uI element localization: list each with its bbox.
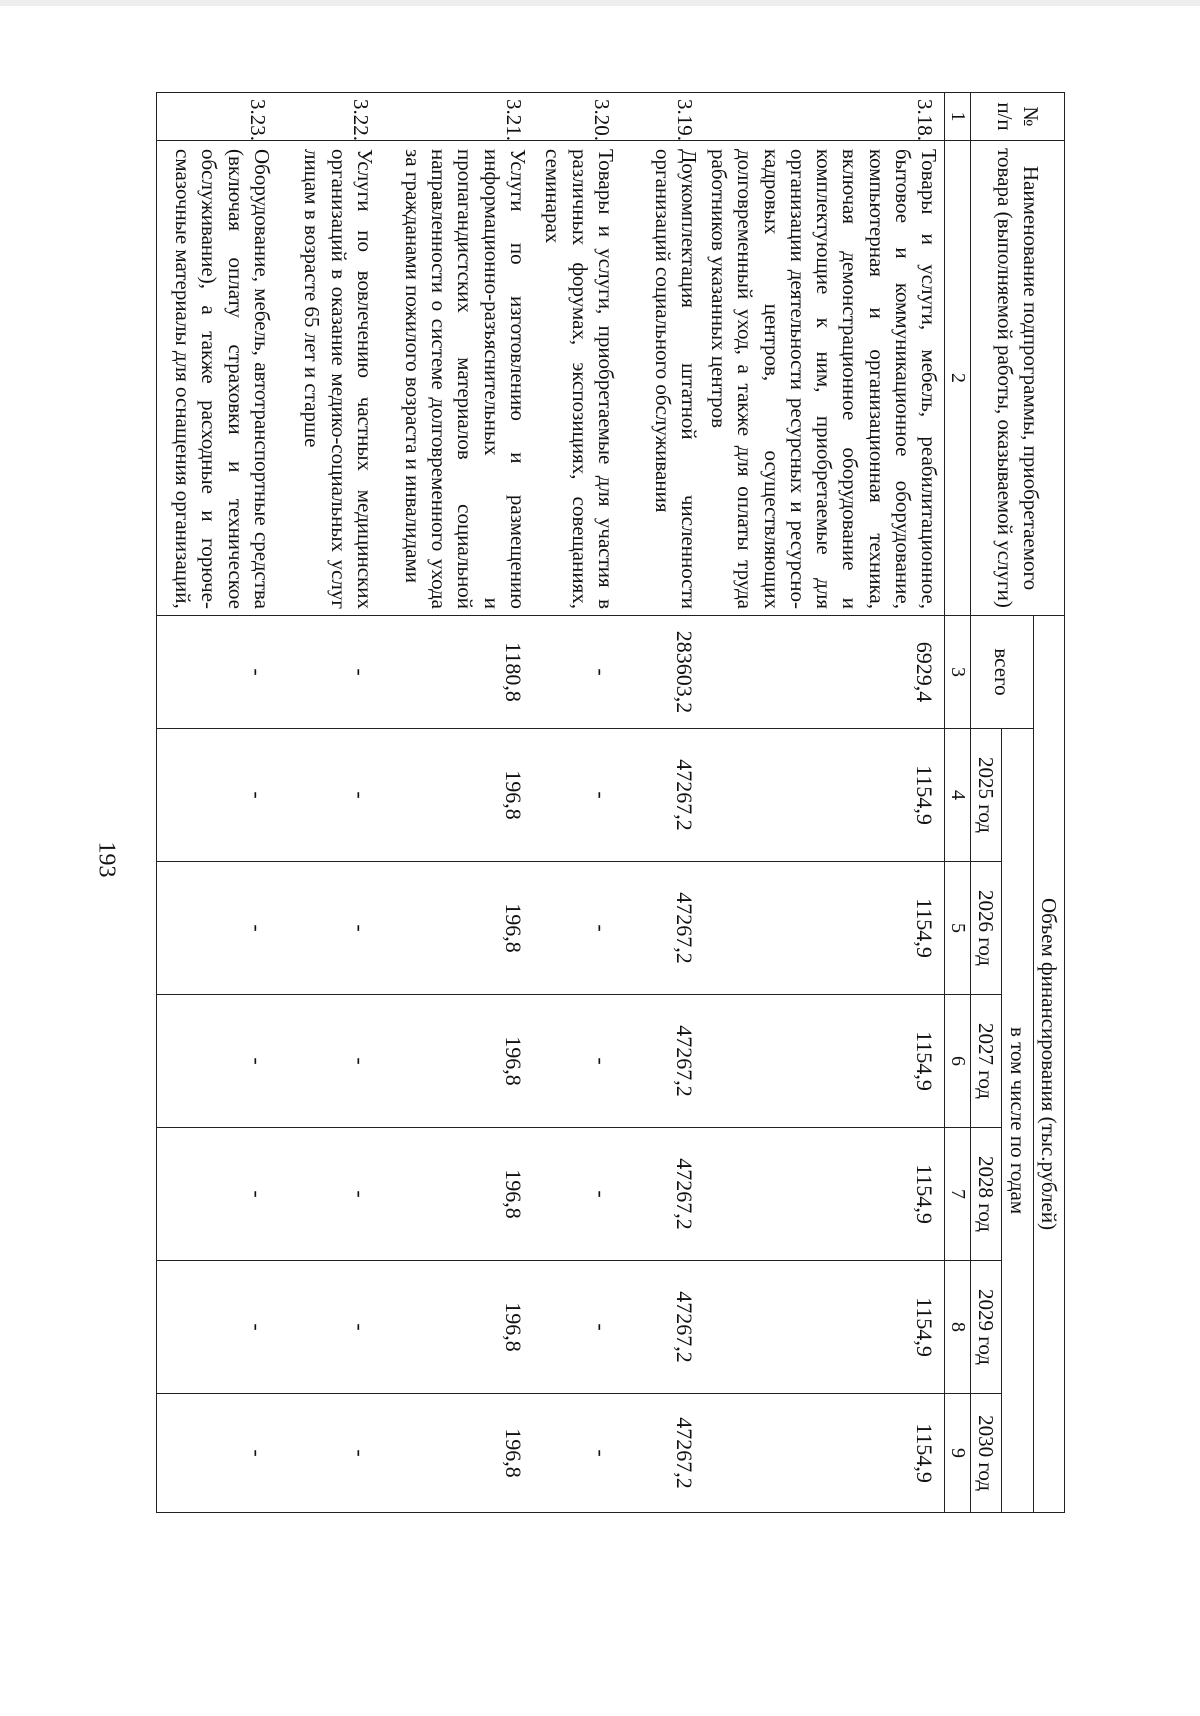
row-number: 3.20. xyxy=(533,93,621,141)
col-number-3: 3 xyxy=(945,616,971,729)
table-row xyxy=(380,93,533,1513)
row-2027: - xyxy=(277,995,380,1128)
row-name: Услуги по изготовлению и размещению информационно-разъяснительных и пропагандистских материалов социальной направленности о системе долговременного ухода за гражданами пожилого возраста и инвалидами xyxy=(380,141,533,616)
col-number-2: 2 xyxy=(945,141,971,616)
header-number: № п/п xyxy=(971,93,1065,141)
col-number-4: 4 xyxy=(945,729,971,862)
row-2026: 196,8 xyxy=(380,862,533,995)
header-by-years: в том числе по годам xyxy=(1002,729,1033,1513)
row-2025: 47267,2 xyxy=(621,729,704,862)
col-number-1: 1 xyxy=(945,93,971,141)
row-number: 3.23. xyxy=(157,93,278,141)
row-total: - xyxy=(157,616,278,729)
header-year-2028: 2028 год xyxy=(971,1128,1002,1261)
table-row xyxy=(533,93,621,1513)
col-number-5: 5 xyxy=(945,862,971,995)
row-2028: - xyxy=(157,1128,278,1261)
row-total: 283603,2 xyxy=(621,616,704,729)
row-2029: - xyxy=(157,1261,278,1394)
row-2029: 47267,2 xyxy=(621,1261,704,1394)
row-total: 6929,4 xyxy=(704,616,945,729)
row-2028: 47267,2 xyxy=(621,1128,704,1261)
table-row xyxy=(621,93,704,1513)
row-number: 3.21. xyxy=(380,93,533,141)
header-name: Наименование подпрограммы, приобретаемого товара (выполняемой работы, оказываемой услуги) xyxy=(971,141,1065,616)
row-2027: 47267,2 xyxy=(621,995,704,1128)
row-2030: 1154,9 xyxy=(704,1394,945,1513)
row-2029: 1154,9 xyxy=(704,1261,945,1394)
header-year-2025: 2025 год xyxy=(971,729,1002,862)
row-2025: - xyxy=(533,729,621,862)
col-number-6: 6 xyxy=(945,995,971,1128)
table-row xyxy=(157,93,278,1513)
row-number: 3.18. xyxy=(704,93,945,141)
page-number: 193 xyxy=(93,841,120,878)
row-2026: - xyxy=(277,862,380,995)
funding-table xyxy=(156,92,1065,1513)
col-number-8: 8 xyxy=(945,1261,971,1394)
row-name: Оборудование, мебель, автотранспортные средства (включая оплату страховки и техническое обслуживание), а также расходные и горюче-смазочные материалы для оснащения организаций, xyxy=(157,141,278,616)
header-year-2027: 2027 год xyxy=(971,995,1002,1128)
row-2027: 196,8 xyxy=(380,995,533,1128)
row-2027: - xyxy=(157,995,278,1128)
row-total: - xyxy=(277,616,380,729)
row-total: 1180,8 xyxy=(380,616,533,729)
header-year-2026: 2026 год xyxy=(971,862,1002,995)
row-name: Доукомплектация штатной численности организаций социального обслуживания xyxy=(621,141,704,616)
row-2026: 1154,9 xyxy=(704,862,945,995)
row-2028: - xyxy=(533,1128,621,1261)
row-2025: 1154,9 xyxy=(704,729,945,862)
row-2028: - xyxy=(277,1128,380,1261)
row-2025: 196,8 xyxy=(380,729,533,862)
row-2026: 47267,2 xyxy=(621,862,704,995)
row-2028: 196,8 xyxy=(380,1128,533,1261)
rotated-table-sheet xyxy=(0,92,1065,1491)
row-number: 3.22. xyxy=(277,93,380,141)
row-number: 3.19. xyxy=(621,93,704,141)
row-name: Товары и услуги, мебель, реабилитационное, бытовое и коммуникационное оборудование, компьютерная и организационная техника, включая демонстрационное оборудование и комплектующие к ним, приобретаемые для организации деятельности ресурсных и ресурсно-кадровых центров, осуществляющих долговременный уход, а также для оплаты труда работников указанных центров xyxy=(704,141,945,616)
row-2030: - xyxy=(533,1394,621,1513)
header-funding: Объем финансирования (тыс.рублей) xyxy=(1033,616,1064,1513)
row-2030: 47267,2 xyxy=(621,1394,704,1513)
row-2030: - xyxy=(157,1394,278,1513)
top-edge-shadow xyxy=(0,0,1200,6)
header-year-2029: 2029 год xyxy=(971,1261,1002,1394)
row-name: Услуги по вовлечению частных медицинских организаций в оказание медико-социальных услуг лицам в возрасте 65 лет и старше xyxy=(277,141,380,616)
row-2025: - xyxy=(157,729,278,862)
row-2025: - xyxy=(277,729,380,862)
row-name: Товары и услуги, приобретаемые для участия в различных форумах, экспозициях, совещаниях, семинарах xyxy=(533,141,621,616)
col-number-9: 9 xyxy=(945,1394,971,1513)
row-2030: - xyxy=(277,1394,380,1513)
table-row xyxy=(704,93,945,1513)
col-number-7: 7 xyxy=(945,1128,971,1261)
row-2029: - xyxy=(277,1261,380,1394)
row-total: - xyxy=(533,616,621,729)
row-2026: - xyxy=(157,862,278,995)
row-2027: 1154,9 xyxy=(704,995,945,1128)
row-2029: 196,8 xyxy=(380,1261,533,1394)
row-2028: 1154,9 xyxy=(704,1128,945,1261)
row-2030: 196,8 xyxy=(380,1394,533,1513)
row-2027: - xyxy=(533,995,621,1128)
row-2026: - xyxy=(533,862,621,995)
row-2029: - xyxy=(533,1261,621,1394)
header-total: всего xyxy=(971,616,1034,729)
table-row xyxy=(277,93,380,1513)
header-year-2030: 2030 год xyxy=(971,1394,1002,1513)
